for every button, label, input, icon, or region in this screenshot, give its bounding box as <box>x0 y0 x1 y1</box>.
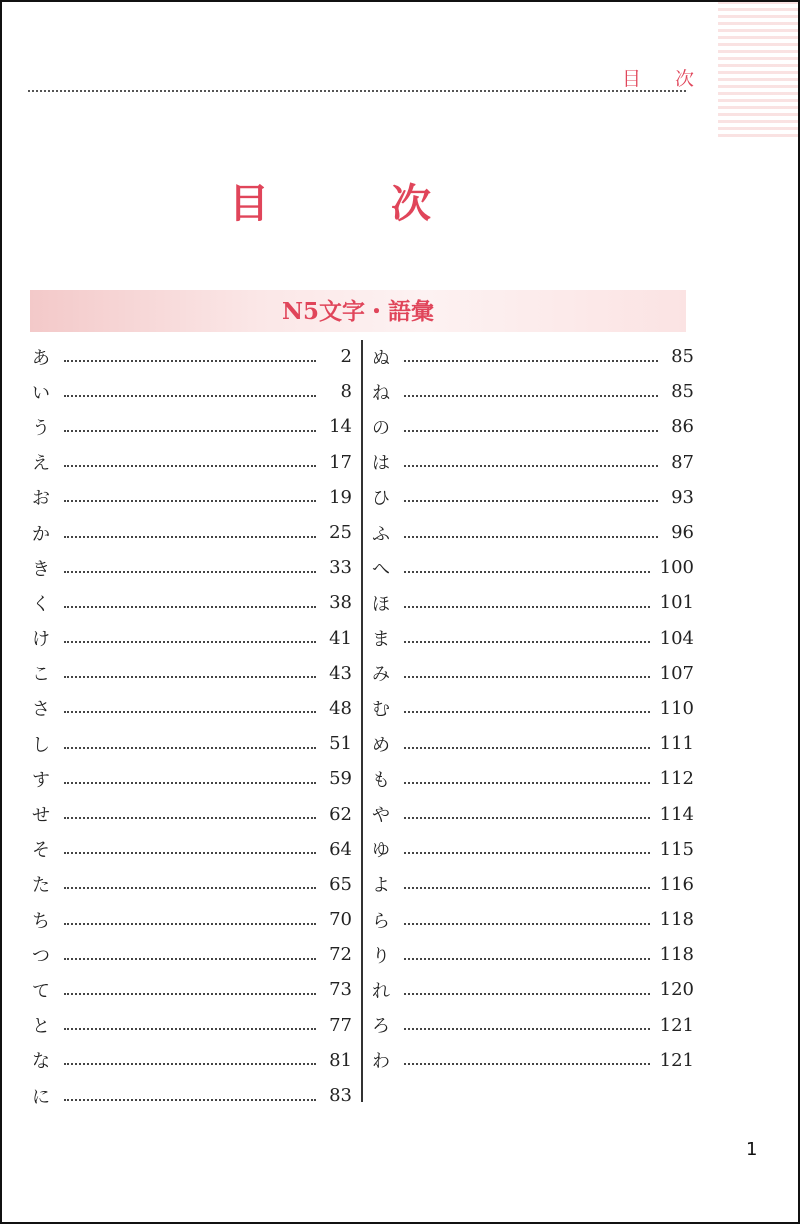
toc-entry-label: よ <box>372 875 390 897</box>
page-number: 1 <box>746 1139 758 1160</box>
toc-entry <box>32 585 352 620</box>
toc-entry-label: き <box>32 558 50 580</box>
toc-entry-page: 41 <box>329 627 352 649</box>
toc-entry-page: 85 <box>671 346 694 368</box>
toc-entry-label: む <box>372 699 390 721</box>
dot-leader <box>404 1028 650 1030</box>
toc-entry-page: 93 <box>671 486 694 508</box>
toc-entry-page: 121 <box>659 1014 694 1036</box>
dot-leader <box>404 395 658 397</box>
toc-entry <box>372 937 694 972</box>
dot-leader <box>64 360 316 362</box>
dot-leader <box>404 430 658 432</box>
toc-entry-label: く <box>32 593 50 615</box>
toc-entry-page: 25 <box>329 522 352 544</box>
toc-entry-label: ぬ <box>372 347 390 369</box>
toc-entry <box>32 796 352 831</box>
toc-right-column <box>372 339 694 1078</box>
dot-leader <box>404 747 650 749</box>
dot-leader <box>404 782 650 784</box>
toc-entry <box>32 691 352 726</box>
toc-entry <box>32 832 352 867</box>
toc-entry <box>32 374 352 409</box>
toc-entry-label: へ <box>372 558 390 580</box>
toc-entry-label: も <box>372 769 390 791</box>
toc-entry-page: 121 <box>659 1049 694 1071</box>
toc-entry-label: こ <box>32 664 50 686</box>
dot-leader <box>404 641 650 643</box>
toc-entry-page: 101 <box>659 592 694 614</box>
toc-entry-page: 64 <box>329 838 352 860</box>
column-divider <box>361 340 363 1102</box>
toc-entry-label: ろ <box>372 1016 390 1038</box>
toc-entry-page: 81 <box>329 1049 352 1071</box>
toc-entry-label: み <box>372 664 390 686</box>
toc-entry-page: 100 <box>659 557 694 579</box>
toc-entry-page: 73 <box>329 979 352 1001</box>
toc-entry <box>372 445 694 480</box>
toc-entry <box>372 656 694 691</box>
toc-entry <box>372 726 694 761</box>
dot-leader <box>404 993 650 995</box>
toc-entry-label: せ <box>32 805 50 827</box>
dot-leader <box>64 606 316 608</box>
toc-entry <box>372 867 694 902</box>
dot-leader <box>404 465 658 467</box>
toc-entry <box>372 1008 694 1043</box>
toc-entry-page: 87 <box>671 451 694 473</box>
dot-leader <box>64 1063 316 1065</box>
toc-entry-label: の <box>372 417 390 439</box>
dot-leader <box>404 711 650 713</box>
toc-left-column <box>32 339 352 1113</box>
toc-entry-label: け <box>32 629 50 651</box>
toc-entry-page: 104 <box>659 627 694 649</box>
dot-leader <box>64 747 316 749</box>
toc-entry-label: れ <box>372 980 390 1002</box>
toc-entry-page: 8 <box>340 381 352 403</box>
toc-entry-label: し <box>32 734 50 756</box>
dot-leader <box>404 1063 650 1065</box>
dot-leader <box>64 993 316 995</box>
toc-entry <box>372 409 694 444</box>
toc-entry-page: 17 <box>329 451 352 473</box>
dot-leader <box>64 782 316 784</box>
toc-entry-page: 14 <box>329 416 352 438</box>
dot-leader <box>64 958 316 960</box>
toc-entry <box>32 867 352 902</box>
toc-entry-page: 116 <box>659 873 694 895</box>
toc-entry-page: 2 <box>340 346 352 368</box>
dot-leader <box>404 817 650 819</box>
toc-entry-label: た <box>32 875 50 897</box>
corner-decoration <box>718 2 798 137</box>
toc-entry-page: 110 <box>659 697 694 719</box>
toc-entry-label: ち <box>32 910 50 932</box>
toc-entry-page: 62 <box>329 803 352 825</box>
toc-entry <box>32 1078 352 1113</box>
toc-entry <box>372 585 694 620</box>
dot-leader <box>64 430 316 432</box>
toc-entry-label: ほ <box>372 593 390 615</box>
toc-entry <box>372 480 694 515</box>
dot-leader <box>404 676 650 678</box>
section-title: N5文字・語彙 <box>281 298 435 325</box>
toc-entry <box>372 761 694 796</box>
dot-leader <box>64 817 316 819</box>
toc-entry-page: 33 <box>329 557 352 579</box>
toc-entry <box>32 550 352 585</box>
toc-entry <box>32 972 352 1007</box>
toc-entry <box>372 902 694 937</box>
toc-entry-page: 118 <box>659 909 694 931</box>
toc-entry-page: 114 <box>659 803 694 825</box>
dot-leader <box>64 852 316 854</box>
running-head: 目 次 <box>622 68 709 90</box>
toc-entry-label: ふ <box>372 523 390 545</box>
toc-entry <box>32 902 352 937</box>
dot-leader <box>404 360 658 362</box>
toc-entry-label: ひ <box>372 488 390 510</box>
dot-leader <box>404 606 650 608</box>
header-rule <box>28 90 686 92</box>
toc-entry-page: 72 <box>329 944 352 966</box>
toc-entry-label: さ <box>32 699 50 721</box>
toc-entry <box>32 515 352 550</box>
toc-entry <box>32 339 352 374</box>
dot-leader <box>64 500 316 502</box>
toc-entry-label: ら <box>372 910 390 932</box>
toc-entry-label: う <box>32 417 50 439</box>
dot-leader <box>64 711 316 713</box>
toc-entry-page: 59 <box>329 768 352 790</box>
toc-entry-page: 111 <box>659 733 694 755</box>
toc-entry-page: 96 <box>671 522 694 544</box>
dot-leader <box>404 852 650 854</box>
dot-leader <box>64 395 316 397</box>
toc-entry <box>372 515 694 550</box>
toc-entry-label: つ <box>32 945 50 967</box>
toc-entry-page: 77 <box>329 1014 352 1036</box>
toc-entry-page: 70 <box>329 909 352 931</box>
toc-entry <box>32 726 352 761</box>
dot-leader <box>64 571 316 573</box>
dot-leader <box>404 536 658 538</box>
toc-entry <box>372 796 694 831</box>
toc-entry <box>372 339 694 374</box>
toc-entry <box>372 972 694 1007</box>
toc-entry-page: 118 <box>659 944 694 966</box>
toc-entry <box>32 1008 352 1043</box>
toc-entry-page: 43 <box>329 662 352 684</box>
toc-entry-label: に <box>32 1086 50 1108</box>
dot-leader <box>64 641 316 643</box>
toc-entry-page: 19 <box>329 486 352 508</box>
toc-entry-label: は <box>372 453 390 475</box>
dot-leader <box>64 1028 316 1030</box>
toc-entry <box>372 832 694 867</box>
toc-entry-label: ま <box>372 629 390 651</box>
toc-entry-label: な <box>32 1051 50 1073</box>
toc-entry-page: 65 <box>329 873 352 895</box>
toc-entry-label: あ <box>32 347 50 369</box>
toc-entry <box>32 656 352 691</box>
dot-leader <box>64 887 316 889</box>
toc-entry-label: て <box>32 980 50 1002</box>
toc-entry-page: 107 <box>659 662 694 684</box>
toc-entry <box>32 621 352 656</box>
toc-entry-page: 48 <box>329 697 352 719</box>
dot-leader <box>64 676 316 678</box>
toc-entry-page: 120 <box>659 979 694 1001</box>
toc-entry <box>32 761 352 796</box>
toc-entry-page: 85 <box>671 381 694 403</box>
toc-entry-page: 83 <box>329 1085 352 1107</box>
toc-entry-label: と <box>32 1016 50 1038</box>
toc-entry <box>32 445 352 480</box>
dot-leader <box>64 923 316 925</box>
toc-entry <box>372 1043 694 1078</box>
toc-entry <box>372 374 694 409</box>
toc-entry <box>372 621 694 656</box>
toc-entry-page: 38 <box>329 592 352 614</box>
toc-entry-label: め <box>372 734 390 756</box>
toc-entry <box>372 691 694 726</box>
toc-entry-label: い <box>32 382 50 404</box>
toc-entry-label: そ <box>32 840 50 862</box>
toc-entry-page: 86 <box>671 416 694 438</box>
dot-leader <box>404 500 658 502</box>
dot-leader <box>404 887 650 889</box>
toc-entry <box>372 550 694 585</box>
toc-entry-label: か <box>32 523 50 545</box>
toc-entry <box>32 480 352 515</box>
dot-leader <box>404 923 650 925</box>
toc-entry-label: ゆ <box>372 840 390 862</box>
dot-leader <box>404 958 650 960</box>
toc-entry-page: 115 <box>659 838 694 860</box>
dot-leader <box>64 536 316 538</box>
toc-entry-page: 51 <box>329 733 352 755</box>
toc-entry <box>32 409 352 444</box>
toc-entry <box>32 1043 352 1078</box>
toc-entry-label: ね <box>372 382 390 404</box>
toc-entry <box>32 937 352 972</box>
toc-entry-page: 112 <box>659 768 694 790</box>
toc-entry-label: り <box>372 945 390 967</box>
toc-entry-label: や <box>372 805 390 827</box>
toc-entry-label: え <box>32 453 50 475</box>
toc-entry-label: わ <box>372 1051 390 1073</box>
toc-entry-label: す <box>32 769 50 791</box>
dot-leader <box>64 1099 316 1101</box>
dot-leader <box>64 465 316 467</box>
toc-entry-label: お <box>32 488 50 510</box>
dot-leader <box>404 571 650 573</box>
page-title: 目 次 <box>229 180 485 227</box>
